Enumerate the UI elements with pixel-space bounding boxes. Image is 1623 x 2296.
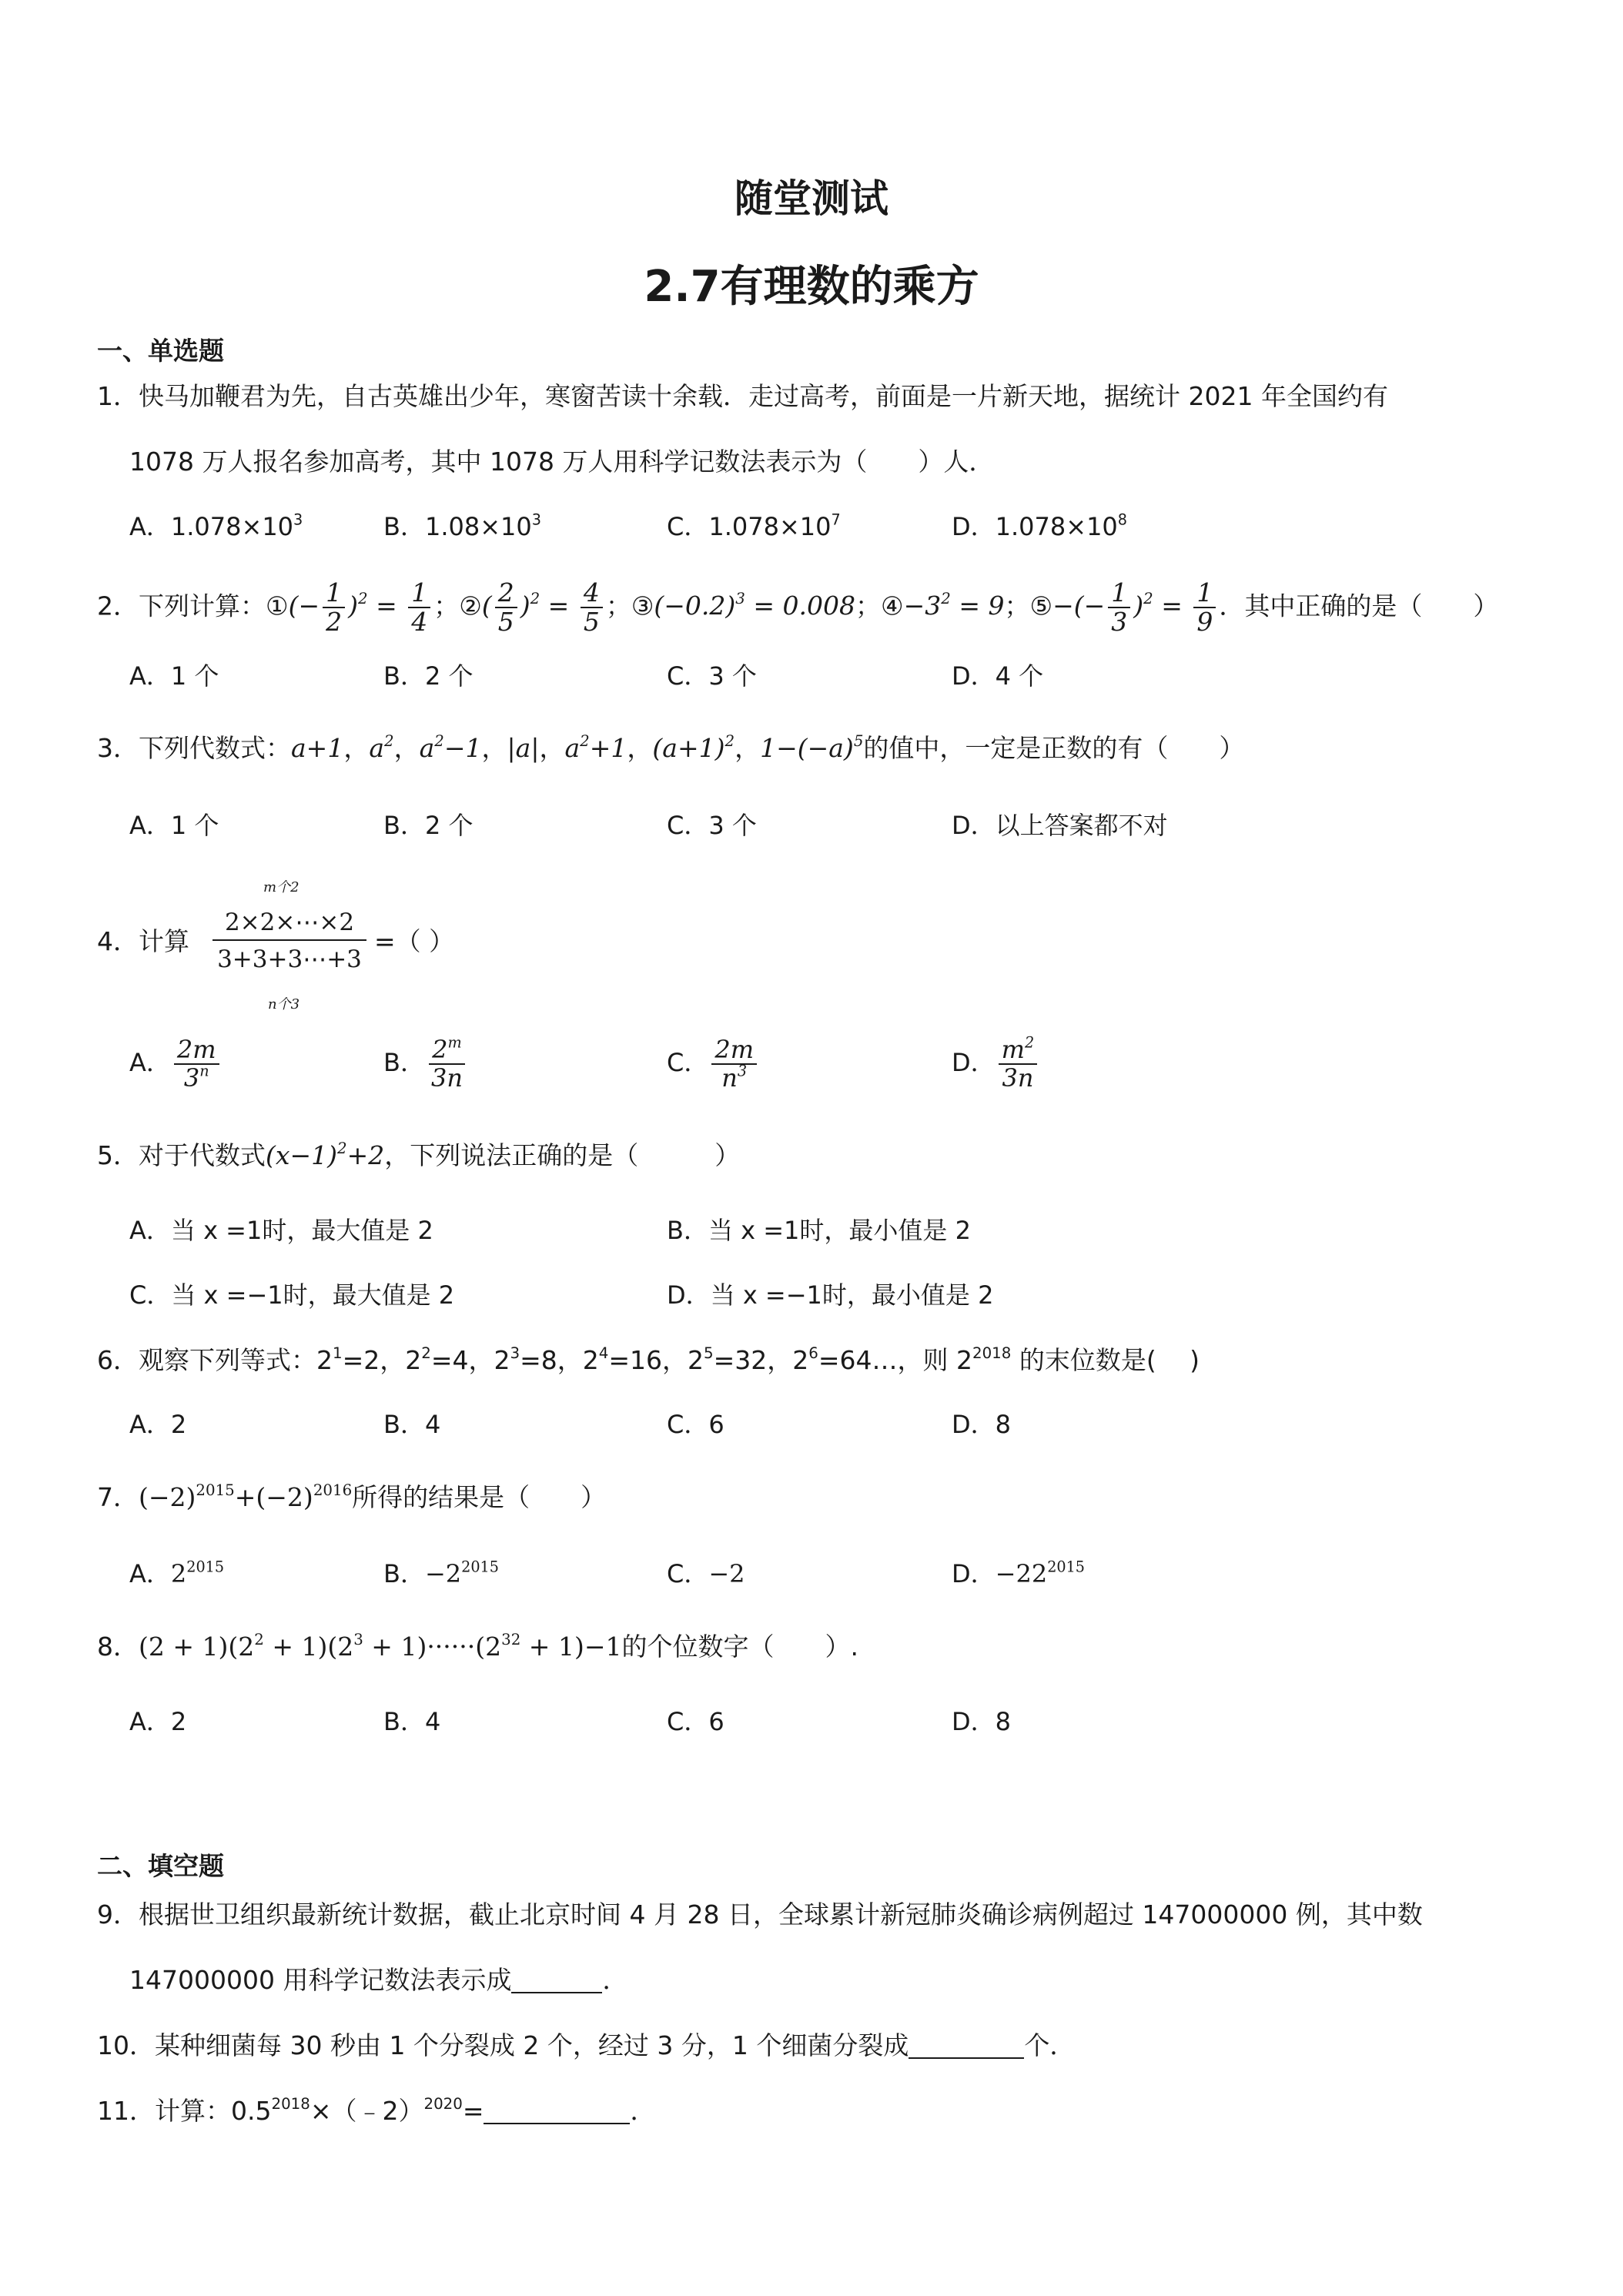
q3-option-c[interactable]: C．3 个 <box>667 811 757 840</box>
q8-option-b[interactable]: B．4 <box>383 1707 441 1736</box>
q2-option-d[interactable]: D．4 个 <box>952 661 1044 691</box>
page-subtitle: 2.7有理数的乘方 <box>644 262 979 312</box>
q5-option-a[interactable]: A．当 x =1时，最大值是 2 <box>129 1216 433 1245</box>
q3-option-d[interactable]: D．以上答案都不对 <box>952 811 1168 840</box>
q8-option-c[interactable]: C．6 <box>667 1707 724 1736</box>
q4-numerator: 2×2×⋯×2 <box>212 909 366 941</box>
q4-option-c[interactable]: C． $\frac{2m}{n^3}$ <box>667 1032 760 1093</box>
q7-option-c[interactable]: C．−2 <box>667 1559 745 1588</box>
question-5: 5．对于代数式$(x-1)^2+2$，下列说法正确的是（ ） <box>97 1140 741 1170</box>
q4-suffix: =（ ） <box>374 926 455 956</box>
q2-option-b[interactable]: B．2 个 <box>383 661 474 691</box>
q3-option-a[interactable]: A．1 个 <box>129 811 219 840</box>
question-3: 3．下列代数式：a+1，$a^2$，$a^2-1$，|a|，$a^2+1$，$(a+1)^2$，$1-(-a)^5$的值中，一定是正数的有（ ） <box>97 732 1245 763</box>
q1-option-d[interactable]: D．$1.078\times 10^8$ <box>952 510 1128 541</box>
q6-option-d[interactable]: D．8 <box>952 1410 1012 1439</box>
q5-option-d[interactable]: D．当 x =−1时，最小值是 2 <box>667 1280 994 1310</box>
question-9-line-2: 147000000 用科学记数法表示成 ． <box>129 1965 628 1995</box>
question-4-prefix: 4．计算 <box>97 926 189 956</box>
q6-option-b[interactable]: B．4 <box>383 1410 441 1439</box>
q3-option-b[interactable]: B．2 个 <box>383 811 474 840</box>
question-6: 6．观察下列等式：$2^1=2$，$2^2=4$，$2^3=8$，$2^4=16$，$2^5=32$，$2^6=64\dots$，则 $2^{2018}$ 的末位数是( ) <box>97 1344 1200 1375</box>
q4-option-a[interactable]: A． $\frac{2m}{3^n}$ <box>129 1032 223 1093</box>
question-11: 11．计算：$0.5^{2018}\times(﹣2)^{2020}=$ ． <box>97 2095 656 2126</box>
page-title: 随堂测试 <box>735 176 888 221</box>
q9-answer-blank[interactable] <box>511 1969 602 1993</box>
q4-top-label: m个2 <box>263 879 300 895</box>
q4-denominator: 3+3+3⋯+3 <box>217 946 362 973</box>
q4-option-b[interactable]: B． $\frac{2^m}{3n}$ <box>383 1032 469 1093</box>
question-2: 2．下列计算：①(− $\frac{1}{2}$ )$^2$ = $\frac{1}{4}$ ；②( $\frac{2}{5}$ )$^2$ = $\frac{4}{5}$ ；$③(-0.2)^3 = 0.008$；$④-3^2 = 9$；⑤−(− $\frac{1}{3}$ )$^2$ = $\frac{1}{9}$ ．其中正确的是（ ） <box>97 577 1499 638</box>
question-10: 10．某种细菌每 30 秒由 1 个分裂成 2 个，经过 3 分，1 个细菌分裂成 个． <box>97 2030 1076 2060</box>
q5-option-b[interactable]: B．当 x =1时，最小值是 2 <box>667 1216 971 1245</box>
question-9-line-1: 9．根据世卫组织最新统计数据，截止北京时间 4 月 28 日，全球累计新冠肺炎确诊病例超过 147000000 例，其中数 <box>97 1899 1423 1930</box>
q6-option-a[interactable]: A．2 <box>129 1410 187 1439</box>
section-heading-single-choice: 一、单选题 <box>97 336 224 366</box>
q6-option-c[interactable]: C．6 <box>667 1410 724 1439</box>
q8-option-a[interactable]: A．2 <box>129 1707 187 1736</box>
question-1-line-1: 1．快马加鞭君为先，自古英雄出少年，寒窗苦读十余载．走过高考，前面是一片新天地，据统计 2021 年全国约有 <box>97 381 1388 411</box>
q2-option-a[interactable]: A．1 个 <box>129 661 219 691</box>
q2-option-c[interactable]: C．3 个 <box>667 661 757 691</box>
section-heading-fill-blank: 二、填空题 <box>97 1851 224 1881</box>
q7-option-d[interactable]: D．$-22^{2015}$ <box>952 1558 1086 1588</box>
question-1-line-2: 1078 万人报名参加高考，其中 1078 万人用科学记数法表示为（ ）人． <box>129 447 995 477</box>
q11-answer-blank[interactable] <box>484 2100 630 2124</box>
q1-option-b[interactable]: B．$1.08\times 10^3$ <box>383 510 541 541</box>
q4-option-d[interactable]: D． $\frac{m^2}{3n}$ <box>952 1032 1040 1093</box>
q10-answer-blank[interactable] <box>909 2034 1024 2059</box>
q4-bottom-label: n个3 <box>268 996 300 1012</box>
q1-option-c[interactable]: C．$1.078\times 10^7$ <box>667 510 841 541</box>
q8-option-d[interactable]: D．8 <box>952 1707 1012 1736</box>
q5-option-c[interactable]: C．当 x =−1时，最大值是 2 <box>129 1280 455 1310</box>
question-8: 8．$(2 + 1)(2^2 + 1)(2^3 + 1)\cdot\cdot\cdot\cdot\cdot\cdot(2^{32} + 1)-1$的个位数字（ ）. <box>97 1631 858 1662</box>
q7-option-a[interactable]: A．$2^{2015}$ <box>129 1558 225 1588</box>
q7-option-b[interactable]: B．$-2^{2015}$ <box>383 1558 499 1588</box>
q1-option-a[interactable]: A．$1.078\times 10^3$ <box>129 510 303 541</box>
question-7: 7．$(-2)^{2015}+(-2)^{2016}$所得的结果是（ ） <box>97 1481 607 1512</box>
